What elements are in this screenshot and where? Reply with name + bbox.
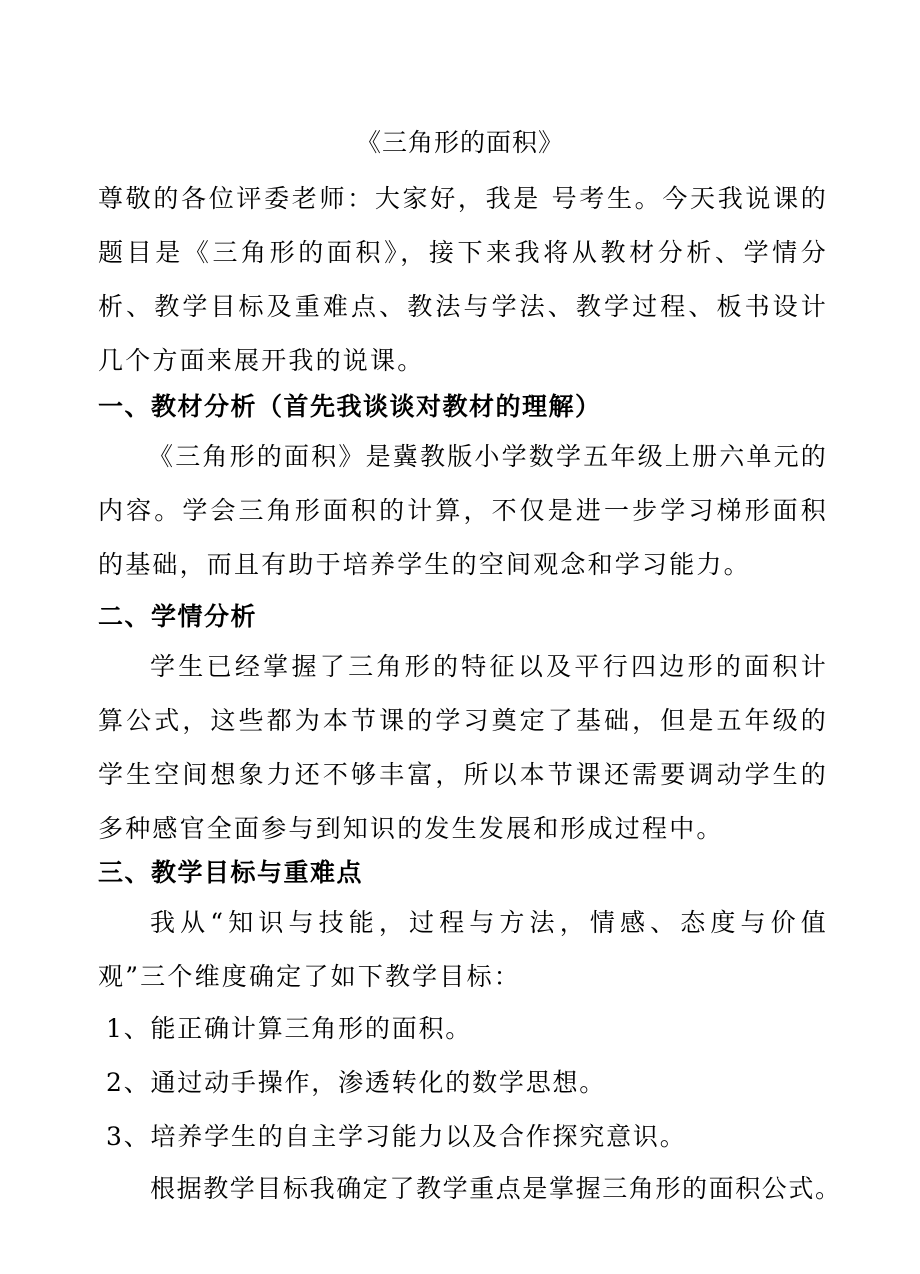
teaching-focus-paragraph: 根据教学目标我确定了教学重点是掌握三角形的面积公式。	[150, 1174, 842, 1203]
section-heading-student-analysis: 二、学情分析	[98, 602, 258, 631]
list-item: 2、通过动手操作，渗透转化的数学思想。	[106, 1068, 607, 1097]
teaching-goals-intro: 我从“知识与技能，过程与方法，情感、态度与价值观”三个维度确定了如下教学目标：	[98, 908, 828, 991]
section-heading-textbook-analysis: 一、教材分析（首先我谈谈对教材的理解）	[98, 392, 602, 421]
textbook-analysis-paragraph: 《三角形的面积》是冀教版小学数学五年级上册六单元的内容。学会三角形面积的计算，不仅是进一步学习梯形面积的基础，而且有助于培养学生的空间观念和学习能力。	[98, 442, 829, 579]
section-heading-teaching-goals: 三、教学目标与重难点	[98, 858, 364, 887]
intro-paragraph: 尊敬的各位评委老师：大家好，我是 号考生。今天我说课的题目是《三角形的面积》，接下来我将从教材分析、学情分析、教学目标及重难点、教法与学法、教学过程、板书设计几个方面来展开我的说课。	[98, 184, 828, 375]
document-title: 《三角形的面积》	[355, 128, 564, 157]
list-item: 3、培养学生的自主学习能力以及合作探究意识。	[106, 1122, 687, 1151]
list-item: 1、能正确计算三角形的面积。	[106, 1014, 473, 1043]
student-analysis-paragraph: 学生已经掌握了三角形的特征以及平行四边形的面积计算公式，这些都为本节课的学习奠定了基础，但是五年级的学生空间想象力还不够丰富，所以本节课还需要调动学生的多种感官全面参与到知识的发生发展和形成过程中。	[98, 652, 828, 843]
